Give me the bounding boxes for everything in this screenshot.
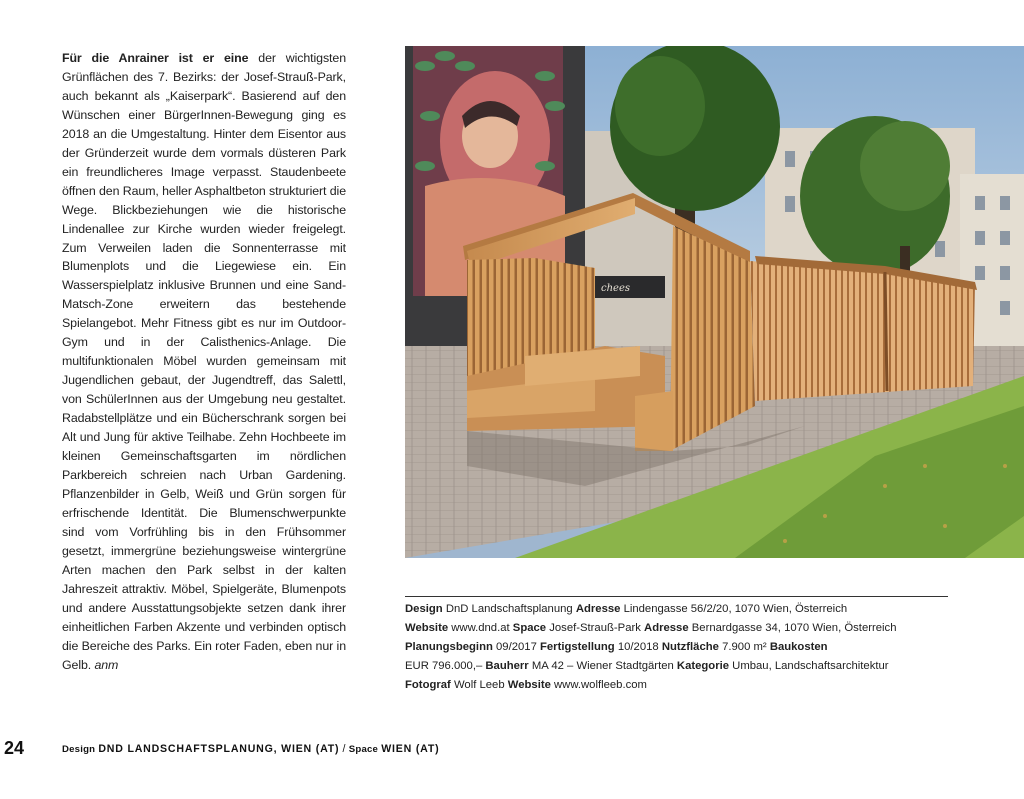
page-footer [62,743,439,755]
footer-design-label: Design [62,744,96,755]
credit-kategorie-label: Kategorie [676,659,730,672]
credit-baukosten-value: EUR 796.000,– [405,659,483,672]
credit-adresse2-label: Adresse [644,621,689,634]
article-body: der wichtigsten Grünflächen des 7. Bezirks: der Josef-Strauß-Park, auch bekannt als „Kaiserpark“. Basierend auf den Wünschen einer BürgerInnen-Bewegung ging es 2018 an die Umgestaltung. Hinter dem Eisentor aus der Gründerzeit wurde dem vormals düsteren Park ein freundlicheres Image verpasst. Staudenbeete öffnen den Raum, heller Asphaltbeton strukturiert die Wege. Blickbeziehungen wie die historische Lindenallee zur Kirche wurden wieder freigelegt. Zum Verweilen laden die Sonnenterrasse mit Blumenplots und die Liegewiese ein. Ein Wasserspielplatz inklusive Brunnen und eine Sand-Matsch-Zone erweitern das bestehende Spielangebot. Mehr Fitness gibt es nur im Outdoor-Gym und in der Calisthenics-Anlage. Die multifunktionalen Möbel wurden gemeinsam mit Jugendlichen gebaut, der Jugendtreff, das Salettl, von SchülerInnen aus der Umgebung neu gestaltet. Radabstellplätze und ein Bücherschrank sorgen bei Alt und Jung für aktive Teilhabe. Zehn Hochbeete im kleinen Gemeinschaftsgarten im nördlichen Parkbereich schreien nach Urban Gardening. Pflanzenbilder in Gelb, Weiß und Grün sorgen für erfrischende Identität. Die Blumenschwerpunkte sind vom Vorfrühling bis in den Frühsommer gesetzt, immergrüne beziehungsweise wintergrüne Arten machen den Park selbst in der kalten Jahreszeit attraktiv. Möbel, Spielgeräte, Blumenpots und andere Ausstattungsobjekte setzen dank ihrer einheitlichen Farben Akzente und verbinden optisch die Bereiche des Parks. Ein roter Faden, eben nur in Gelb. [62,51,346,672]
credit-fertigstellung-label: Fertigstellung [540,640,615,653]
credit-bauherr-value: MA 42 – Wiener Stadtgärten [531,659,674,672]
credit-kategorie-value: Umbau, Landschaftsarchitektur [732,659,889,672]
credits-rule [405,596,948,597]
article-author: anm [94,657,119,672]
credits-line-4 [405,657,965,676]
credit-nutzflaeche-label: Nutzfläche [661,640,719,653]
photo-illustration [405,46,1024,558]
footer-separator: / [339,743,349,755]
credit-fotograf-label: Fotograf [405,678,451,691]
credits-line-5 [405,676,965,695]
project-credits [405,600,965,695]
footer-space-label: Space [348,744,379,755]
credit-baukosten-label: Baukosten [769,640,828,653]
park-pavilion-photo [405,46,1024,558]
shop-sign: chees [601,283,631,294]
credit-space-value: Josef-Strauß-Park [549,621,641,634]
credit-adresse-value: Lindengasse 56/2/20, 1070 Wien, Österreich [623,603,848,615]
credit-website-label: Website [405,621,449,634]
credits-line-1 [405,600,965,619]
article-lead: Für die Anrainer ist er eine [62,51,249,65]
credit-website2-label: Website [507,678,551,691]
page-number: 24 [4,738,25,758]
footer-space-value: WIEN (AT) [381,743,440,755]
credit-space-label: Space [512,621,547,634]
credit-design-value: DnD Landschaftsplanung [445,603,573,615]
credit-planungsbeginn-label: Planungsbeginn [405,640,493,653]
credit-bauherr-label: Bauherr [485,659,529,672]
credit-adresse2-value: Bernardgasse 34, 1070 Wien, Österreich [691,621,897,634]
credit-fertigstellung-value: 10/2018 [617,640,659,653]
article-text [62,49,346,674]
credit-adresse-label: Adresse [575,603,621,615]
credit-fotograf-value: Wolf Leeb [453,678,505,691]
credits-line-3 [405,638,965,657]
footer-design-value: DND LANDSCHAFTSPLANUNG, WIEN (AT) [98,743,340,755]
credit-planungsbeginn-value: 09/2017 [496,640,537,653]
credit-nutzflaeche-value: 7.900 m² [722,640,770,653]
credit-design-label: Design [405,603,443,615]
credit-website2-value[interactable]: www.wolfleeb.com [554,678,647,691]
credit-website-value[interactable]: www.dnd.at [451,621,510,634]
credits-line-2 [405,619,965,638]
